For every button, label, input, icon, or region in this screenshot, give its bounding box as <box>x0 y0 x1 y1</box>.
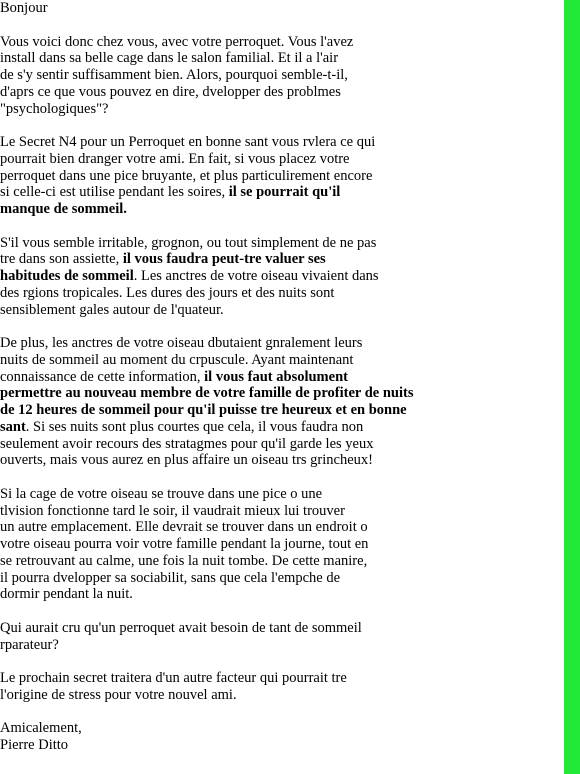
text-segment: l'origine de stress pour votre nouvel ami. <box>0 686 237 703</box>
text-segment: si celle-ci est utilise pendant les soires, <box>0 184 229 201</box>
text-line <box>0 235 560 252</box>
text-line <box>0 570 560 587</box>
paragraph <box>0 235 560 319</box>
paragraph <box>0 486 560 603</box>
text-segment: rparateur? <box>0 636 59 653</box>
accent-bar <box>564 0 580 774</box>
text-line <box>0 620 560 637</box>
text-segment: Si la cage de votre oiseau se trouve dans une pice o une <box>0 485 323 502</box>
text-segment: Pierre Ditto <box>0 737 69 753</box>
text-segment: nuits de sommeil au moment du crpuscule. Ayant maintenant <box>0 351 354 368</box>
text-line <box>0 151 560 168</box>
text-segment: Amicalement, <box>0 720 82 737</box>
text-segment: des rgions tropicales. Les dures des jours et des nuits sont <box>0 284 335 301</box>
text-line <box>0 687 560 704</box>
text-line <box>0 553 560 570</box>
text-segment: Qui aurait cru qu'un perroquet avait besoin de tant de sommeil <box>0 619 362 636</box>
text-line <box>0 402 560 419</box>
text-line <box>0 720 560 737</box>
paragraph <box>0 620 560 654</box>
text-segment: un autre emplacement. Elle devrait se trouver dans un endroit o <box>0 519 368 536</box>
bold-text: il se pourrait qu'il <box>228 184 341 201</box>
text-segment: pourrait bien dranger votre ami. En fait, si vous placez votre <box>0 150 350 167</box>
text-line <box>0 134 560 151</box>
text-line <box>0 369 560 386</box>
bold-text: il vous faudra peut-tre valuer ses <box>122 251 326 268</box>
text-line <box>0 519 560 536</box>
bold-text: il vous faut absolument <box>204 368 348 385</box>
text-segment: se retrouvant au calme, une fois la nuit tombe. De cette manire, <box>0 552 368 569</box>
text-segment: connaissance de cette information, <box>0 368 205 385</box>
text-segment: dormir pendant la nuit. <box>0 586 133 603</box>
text-line <box>0 335 560 352</box>
text-segment: de s'y sentir suffisamment bien. Alors, pourquoi semble-t-il, <box>0 67 348 83</box>
text-segment: sensiblement gales autour de l'quateur. <box>0 301 224 318</box>
text-segment: Vous voici donc chez vous, avec votre perroquet. Vous l'avez <box>0 33 354 50</box>
text-line <box>0 503 560 520</box>
text-line <box>0 419 560 436</box>
text-segment: votre oiseau pourra voir votre famille pendant la journe, tout en <box>0 536 369 552</box>
text-segment: perroquet dans une pice bruyante, et plus particulirement encore <box>0 167 373 184</box>
text-segment: tre dans son assiette, <box>0 251 123 268</box>
text-line <box>0 637 560 654</box>
paragraph-list <box>0 34 560 754</box>
paragraph <box>0 670 560 704</box>
bold-text: sant <box>0 418 26 435</box>
text-segment: . Les anctres de votre oiseau vivaient dans <box>133 268 379 284</box>
text-line <box>0 452 560 469</box>
paragraph <box>0 335 560 469</box>
text-line <box>0 67 560 84</box>
paragraph <box>0 134 560 218</box>
text-line <box>0 168 560 185</box>
text-line <box>0 101 560 118</box>
greeting <box>0 0 560 17</box>
text-line <box>0 302 560 319</box>
paragraph <box>0 34 560 118</box>
text-line <box>0 251 560 268</box>
text-segment: "psychologiques"? <box>0 100 109 117</box>
text-line <box>0 285 560 302</box>
text-segment: ouverts, mais vous aurez en plus affaire un oiseau trs grincheux! <box>0 452 373 469</box>
text-line <box>0 84 560 101</box>
text-line <box>0 436 560 453</box>
text-line <box>0 670 560 687</box>
bold-text: habitudes de sommeil <box>0 268 134 284</box>
bold-text: de 12 heures de sommeil pour qu'il puisse tre heureux et en bonne <box>0 402 407 418</box>
text-line <box>0 536 560 553</box>
text-line <box>0 586 560 603</box>
text-segment: install dans sa belle cage dans le salon familial. Et il a l'air <box>0 50 339 67</box>
text-line <box>0 201 560 218</box>
text-segment: De plus, les anctres de votre oiseau dbutaient gnralement leurs <box>0 335 363 351</box>
text-line <box>0 184 560 201</box>
text-line <box>0 385 560 402</box>
text-line <box>0 486 560 503</box>
text-segment: seulement avoir recours des stratagmes pour qu'il garde les yeux <box>0 435 374 452</box>
text-line <box>0 268 560 285</box>
text-segment: d'aprs ce que vous pouvez en dire, dvelopper des problmes <box>0 83 341 100</box>
bold-text: permettre au nouveau membre de votre famille de profiter de nuits <box>0 385 414 402</box>
greeting-text: Bonjour <box>0 0 48 16</box>
text-line <box>0 737 560 754</box>
text-segment: il pourra dvelopper sa sociabilit, sans que cela l'empche de <box>0 569 341 586</box>
text-line <box>0 50 560 67</box>
text-segment: S'il vous semble irritable, grognon, ou tout simplement de ne pas <box>0 234 377 251</box>
text-line <box>0 352 560 369</box>
bold-text: manque de sommeil. <box>0 201 127 217</box>
text-segment: . Si ses nuits sont plus courtes que cela, il vous faudra non <box>25 418 364 435</box>
text-segment: tlvision fonctionne tard le soir, il vaudrait mieux lui trouver <box>0 502 345 519</box>
text-segment: Le prochain secret traitera d'un autre facteur qui pourrait tre <box>0 670 347 686</box>
text-segment: Le Secret N4 pour un Perroquet en bonne sant vous rvlera ce qui <box>0 134 376 150</box>
text-line <box>0 34 560 51</box>
paragraph <box>0 720 560 754</box>
